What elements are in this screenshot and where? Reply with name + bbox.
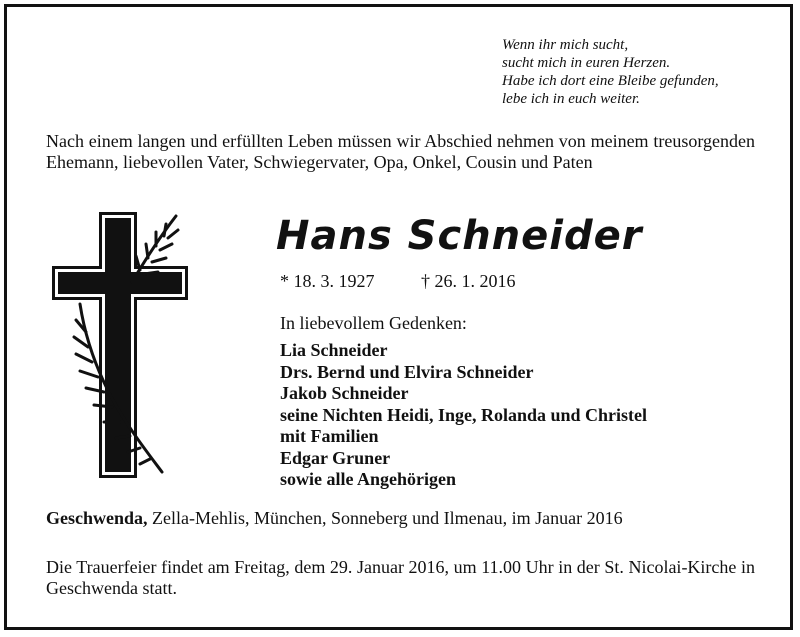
- mourners-list: [280, 340, 647, 491]
- poem-line: Habe ich dort eine Bleibe gefunden,: [502, 73, 719, 89]
- mourner-line: Drs. Bernd und Elvira Schneider: [280, 361, 534, 382]
- funeral-notice: Die Trauerfeier findet am Freitag, dem 29. Januar 2016, um 11.00 Uhr in der St. Nicolai-Kirche in Geschwenda statt.: [46, 557, 755, 598]
- life-dates: [280, 271, 516, 291]
- mourner-line: Edgar Gruner: [280, 447, 391, 468]
- cross-with-palm-branch-icon: [52, 212, 192, 482]
- mourner-line: Lia Schneider: [280, 340, 388, 360]
- poem-line: sucht mich in euren Herzen.: [502, 55, 671, 71]
- remembrance-label: In liebevollem Gedenken:: [280, 313, 467, 333]
- memorial-poem: [502, 36, 782, 108]
- mourner-line: seine Nichten Heidi, Inge, Rolanda und Christel: [280, 404, 648, 425]
- poem-line: Wenn ihr mich sucht,: [502, 37, 629, 53]
- mourner-line: sowie alle Angehörigen: [280, 469, 456, 489]
- mourner-line: Jakob Schneider: [280, 383, 409, 403]
- other-places: Zella-Mehlis, München, Sonneberg und Ilmenau, im Januar 2016: [147, 508, 623, 528]
- home-town: Geschwenda,: [46, 508, 148, 528]
- death-date: † 26. 1. 2016: [421, 271, 516, 291]
- deceased-name: Hans Schneider: [276, 213, 643, 259]
- places-and-date: [46, 508, 623, 529]
- mourner-line: mit Familien: [280, 426, 379, 446]
- poem-line: lebe ich in euch weiter.: [502, 91, 640, 107]
- birth-date: * 18. 3. 1927: [280, 271, 375, 291]
- intro-text: Nach einem langen und erfüllten Leben müssen wir Abschied nehmen von meinem treusorgenden Ehemann, liebevollen Vater, Schwiegervater, Opa, Onkel, Cousin und Paten: [46, 131, 755, 172]
